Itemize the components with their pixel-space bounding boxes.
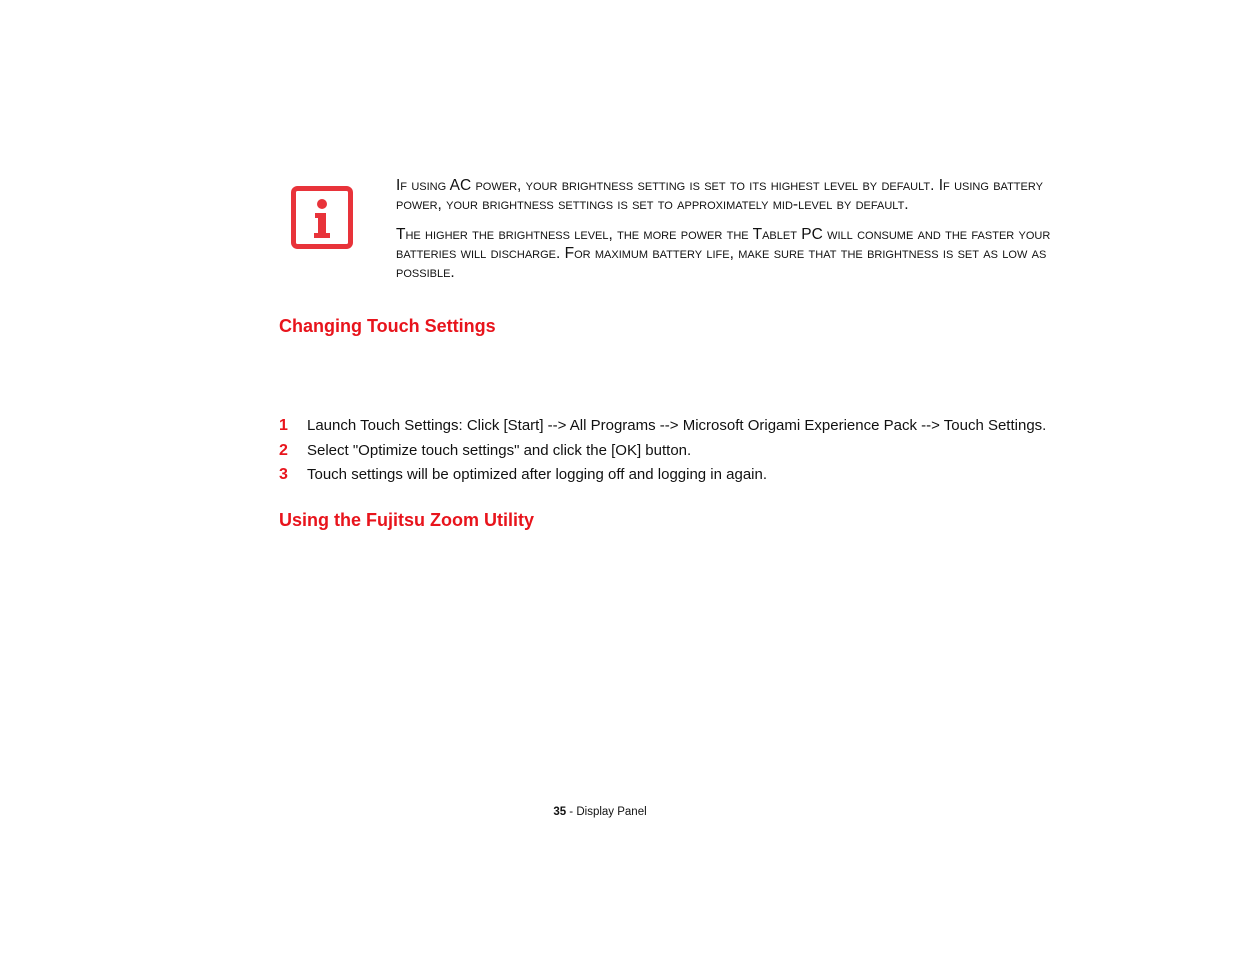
note-paragraph: The higher the brightness level, the more power the Tablet PC will consume and the faster your batteries will discharge. For maximum battery life, make sure that the brightness is set as low as possible. xyxy=(396,226,1051,281)
list-item xyxy=(279,416,1099,441)
note-paragraph: If using AC power, your brightness setting is set to its highest level by default. If using battery power, your brightness settings is set to approximately mid-level by default. xyxy=(396,177,1043,213)
step-number: 2 xyxy=(279,441,288,459)
step-text: Touch settings will be optimized after logging off and logging in again. xyxy=(307,466,768,483)
step-text: Select "Optimize touch settings" and click the [OK] button. xyxy=(307,441,692,459)
list-item xyxy=(279,465,1099,490)
info-note xyxy=(396,176,1071,282)
step-text: Launch Touch Settings: Click [Start] --> All Programs --> Microsoft Origami Experience Pack --> Touch Settings. xyxy=(307,417,1047,434)
footer-separator: - xyxy=(566,806,577,818)
info-icon xyxy=(291,186,353,249)
page-number: 35 xyxy=(553,806,567,818)
section-heading-zoom-utility: Using the Fujitsu Zoom Utility xyxy=(279,510,534,530)
list-item xyxy=(279,441,1099,466)
page-footer xyxy=(0,806,1200,818)
step-number: 3 xyxy=(279,466,288,483)
section-heading-touch-settings: Changing Touch Settings xyxy=(279,316,496,336)
steps-list xyxy=(279,416,1099,490)
footer-section: Display Panel xyxy=(576,806,647,818)
step-number: 1 xyxy=(279,417,288,434)
